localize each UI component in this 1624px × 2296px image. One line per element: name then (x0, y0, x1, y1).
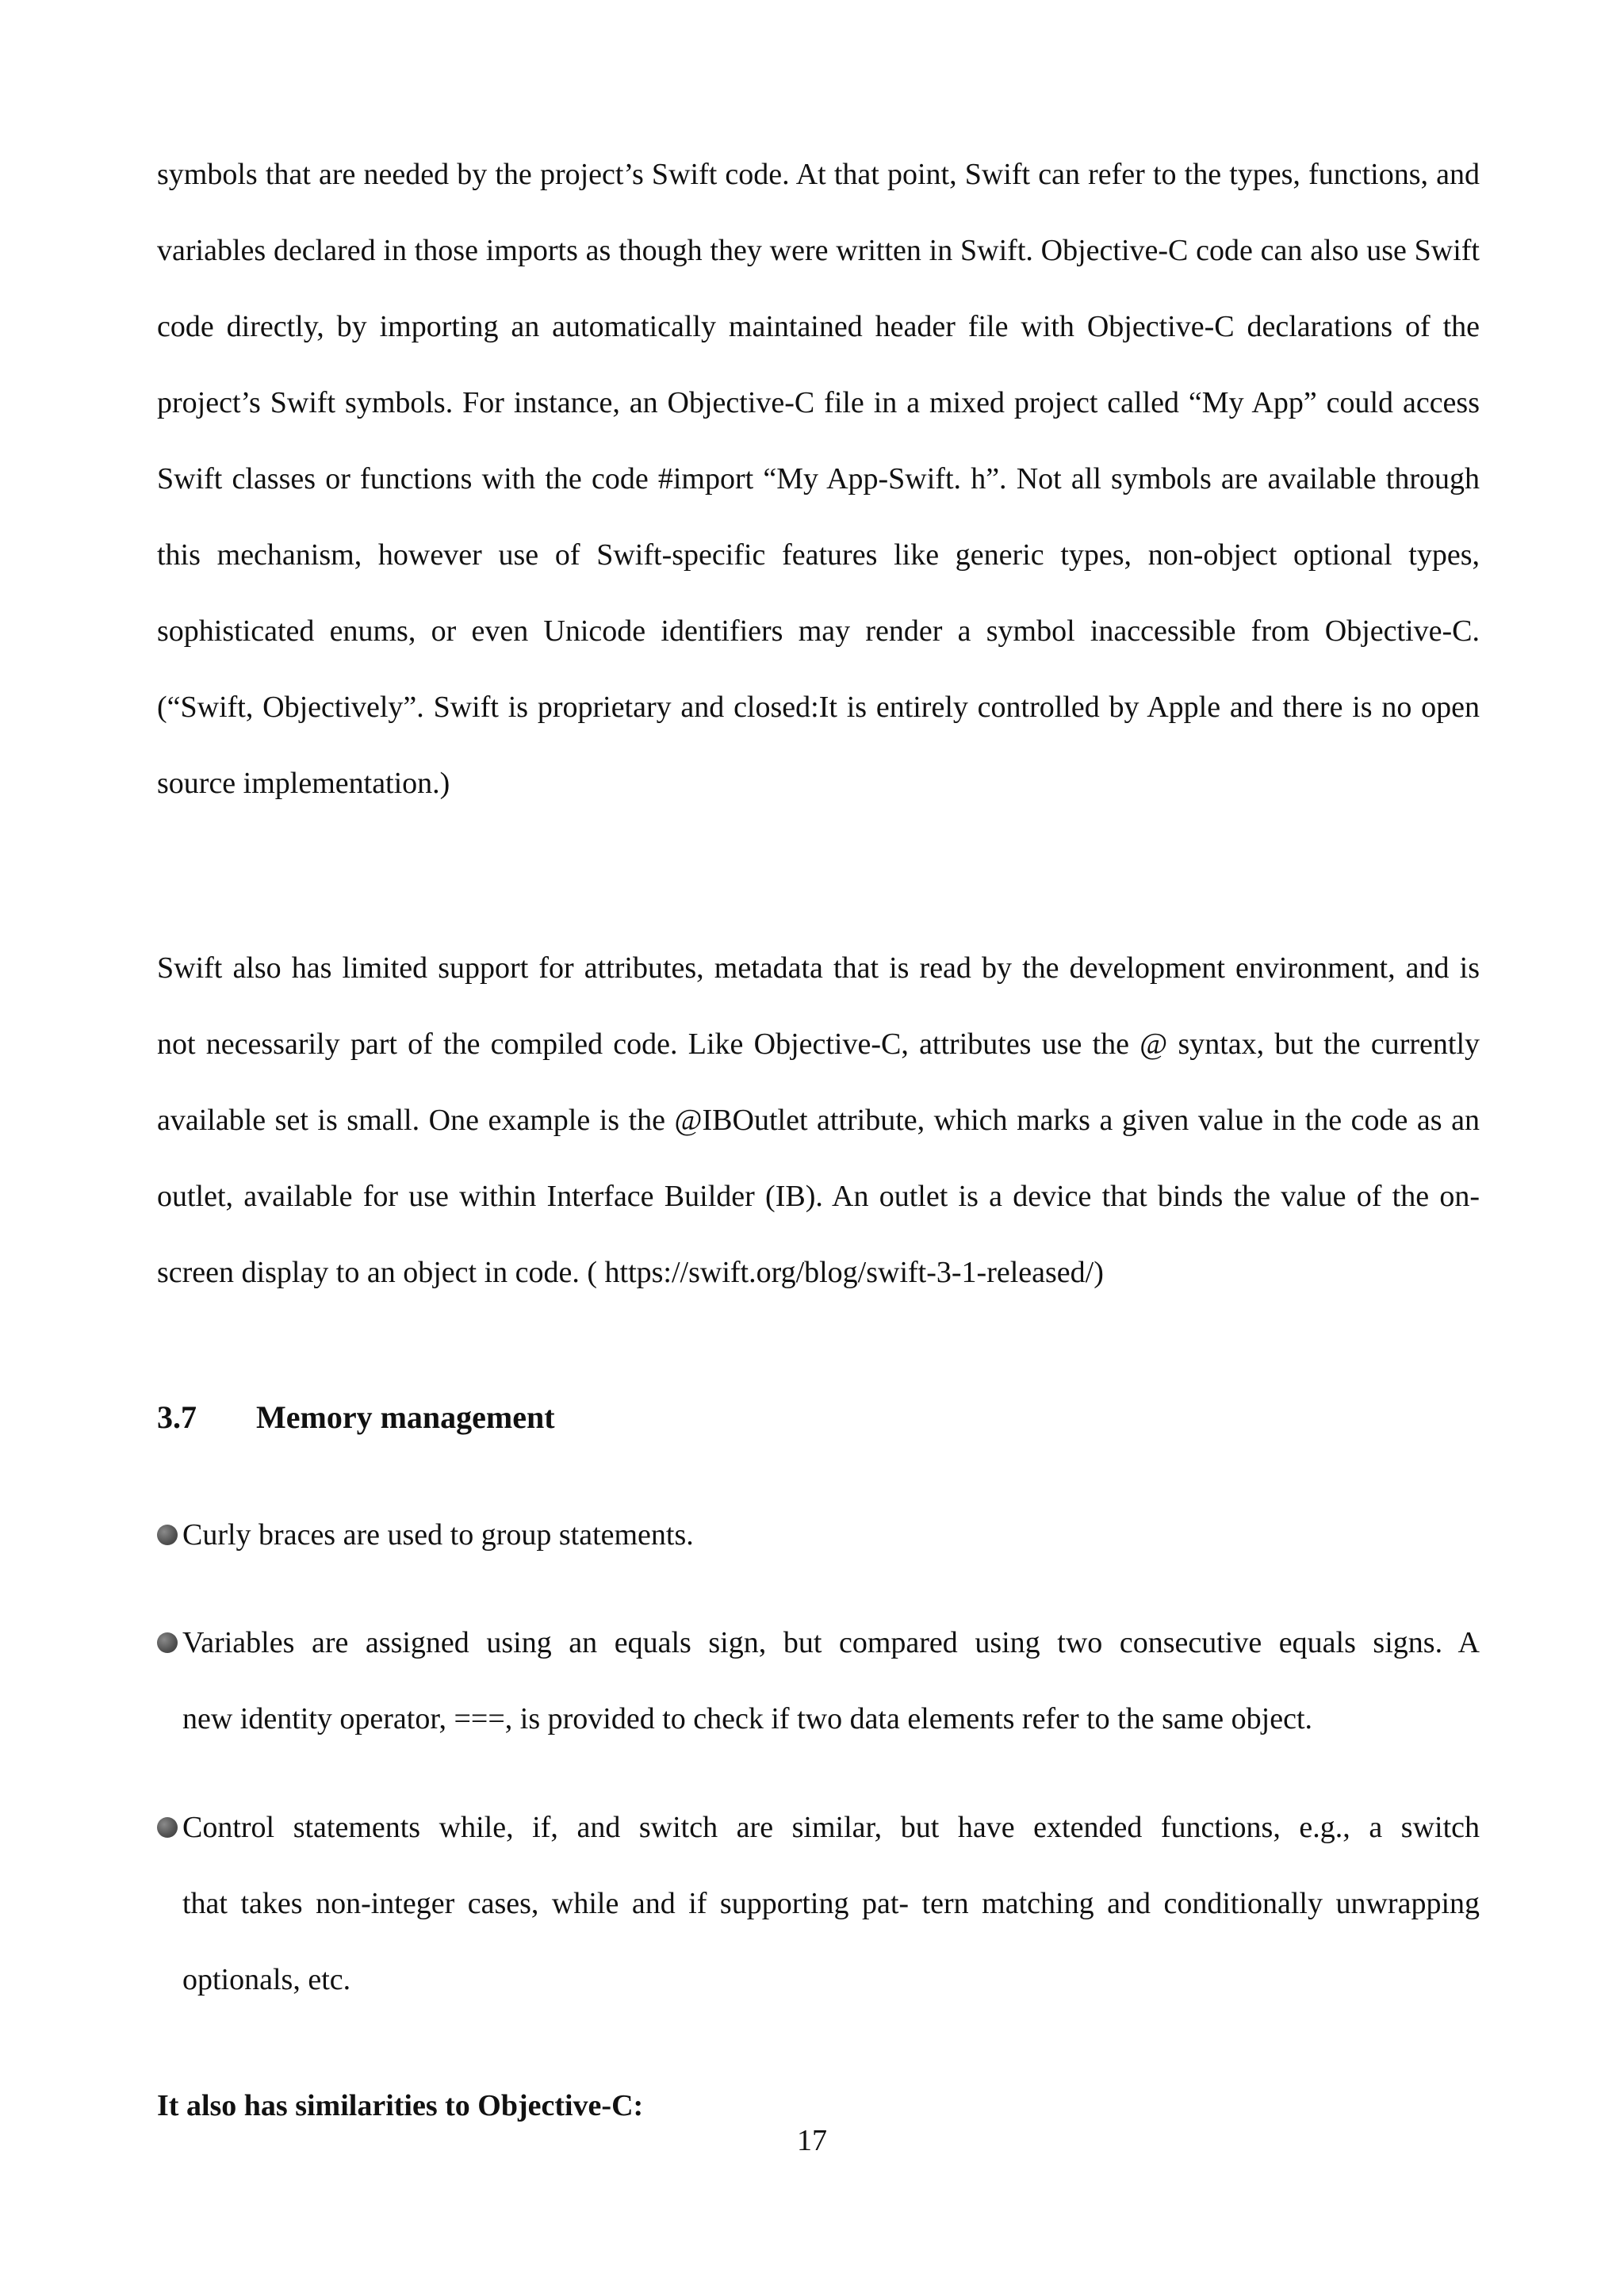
section-title: Memory management (256, 1399, 555, 1435)
bullet-dot-icon (157, 1817, 178, 1838)
bullet-dot-icon (157, 1632, 178, 1653)
closing-heading: It also has similarities to Objective-C: (157, 2089, 644, 2122)
bullet-item-3 (157, 1789, 1480, 2018)
section-heading (157, 1394, 555, 1441)
body-paragraph-1: symbols that are needed by the project’s Swift code. At that point, Swift can refer to the types, functions, and variables declared in those imports as though they were written in Swift. Objective-C code can also use Swift code directly, by importing an automatically maintained header file with Objective-C declarations of the project’s Swift symbols. For instance, an Objective-C file in a mixed project called “My App” could access Swift classes or functions with the code #import “My App-Swift. h”. Not all symbols are available through this mechanism, however use of Swift-specific features like generic types, non-object optional types, sophisticated enums, or even Unicode identifiers may render a symbol inaccessible from Objective-C. (“Swift, Objectively”. Swift is proprietary and closed:It is entirely controlled by Apple and there is no open source implementation.) (157, 158, 1480, 800)
section-number: 3.7 (157, 1399, 197, 1435)
page-number: 17 (797, 2124, 827, 2157)
bullet-text-1: Curly braces are used to group statements. (182, 1518, 694, 1552)
bullet-text-3-rest: that takes non-integer cases, while and if supporting pat- tern matching and conditionally unwrapping optionals, etc. (182, 1887, 1480, 1996)
bullet-dot-icon (157, 1525, 178, 1545)
bullet-text-2-first: Variables are assigned using an equals sign, but compared using two consecutive equals signs. A (182, 1626, 1480, 1659)
bullet-item-1 (157, 1497, 1480, 1573)
bullet-text-3-first: Control statements while, if, and switch are similar, but have extended functions, e.g., a switch (182, 1811, 1480, 1844)
bullet-item-2 (157, 1605, 1480, 1757)
bullet-text-2-rest: new identity operator, ===, is provided to check if two data elements refer to the same object. (182, 1702, 1313, 1735)
body-paragraph-2: Swift also has limited support for attributes, metadata that is read by the development environment, and is not necessarily part of the compiled code. Like Objective-C, attributes use the @ syntax, but the currently available set is small. One example is the @IBOutlet attribute, which marks a given value in the code as an outlet, available for use within Interface Builder (IB). An outlet is a device that binds the value of the on-screen display to an object in code. ( https://swift.org/blog/swift-3-1-released/) (157, 951, 1480, 1289)
